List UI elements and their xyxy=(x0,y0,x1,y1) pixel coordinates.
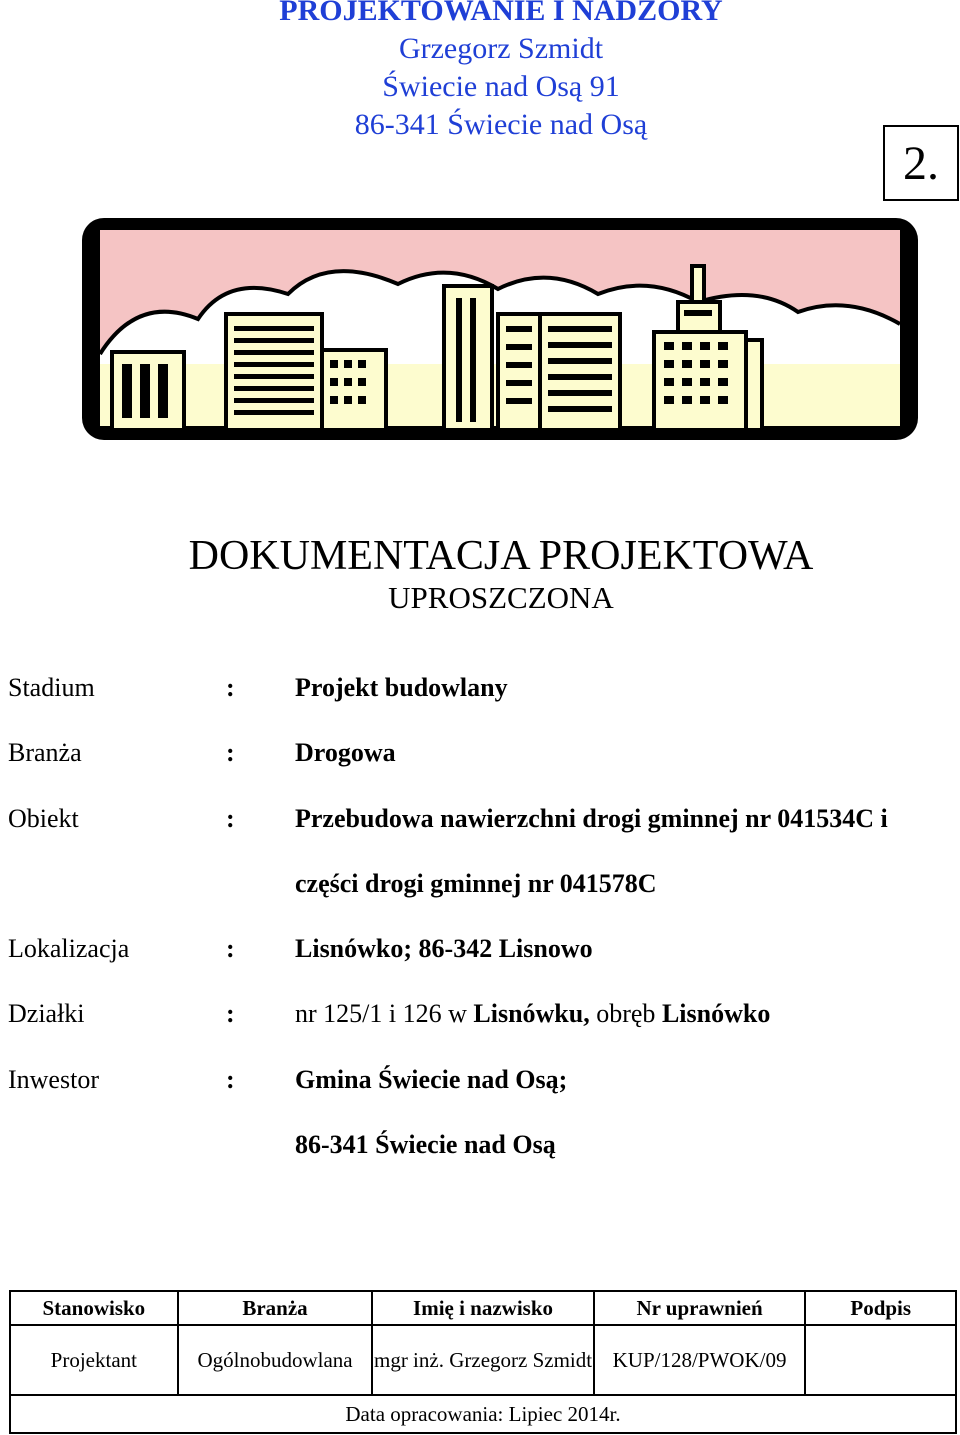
field-label: Obiekt xyxy=(8,804,79,833)
field-value: Przebudowa nawierzchni drogi gminnej nr 041534C i xyxy=(295,804,888,833)
field-separator: : xyxy=(226,738,235,767)
field-value: Projekt budowlany xyxy=(295,673,508,702)
field-label: Działki xyxy=(8,999,85,1028)
field-value-line2: 86-341 Świecie nad Osą xyxy=(295,1130,556,1159)
document-title: DOKUMENTACJA PROJEKTOWA xyxy=(188,533,814,579)
field-label: Inwestor xyxy=(8,1065,99,1094)
table-header-row xyxy=(10,1291,956,1325)
table-row xyxy=(10,1325,956,1395)
field-separator: : xyxy=(226,999,235,1028)
field-separator: : xyxy=(226,673,235,702)
field-value: Lisnówko; 86-342 Lisnowo xyxy=(295,934,593,963)
field-label: Branża xyxy=(8,738,82,767)
field-value: Gmina Świecie nad Osą; xyxy=(295,1065,568,1094)
field-value: Drogowa xyxy=(295,738,396,767)
header-signature: Podpis xyxy=(805,1291,956,1325)
cell-name: mgr inż. Grzegorz Szmidt xyxy=(372,1325,593,1395)
cell-position: Projektant xyxy=(10,1325,178,1395)
company-address: Świecie nad Osą 91 xyxy=(382,70,620,103)
cell-license: KUP/128/PWOK/09 xyxy=(594,1325,806,1395)
field-value-line2: części drogi gminnej nr 041578C xyxy=(295,869,657,898)
company-header xyxy=(0,0,960,144)
parcel-numbers: nr 125/1 i 126 w xyxy=(295,999,474,1028)
cell-signature xyxy=(805,1325,956,1395)
header-license: Nr uprawnień xyxy=(594,1291,806,1325)
field-label: Stadium xyxy=(8,673,95,702)
header-name: Imię i nazwisko xyxy=(372,1291,593,1325)
cell-branch: Ogólnobudowlana xyxy=(178,1325,373,1395)
field-label: Lokalizacja xyxy=(8,934,130,963)
field-value xyxy=(295,997,770,1031)
company-name: PROJEKTOWANIE I NADZORY xyxy=(279,0,723,27)
page-number-box: 2. xyxy=(883,125,959,201)
header-branch: Branża xyxy=(178,1291,373,1325)
city-skyline-illustration xyxy=(78,214,922,446)
parcel-precinct-label: obręb xyxy=(589,999,662,1028)
header-position: Stanowisko xyxy=(10,1291,178,1325)
table-footer-row xyxy=(10,1395,956,1433)
document-subtitle: UPROSZCZONA xyxy=(388,580,614,615)
field-separator: : xyxy=(226,804,235,833)
company-postcode: 86-341 Świecie nad Osą xyxy=(354,108,648,141)
preparation-date: Data opracowania: Lipiec 2014r. xyxy=(10,1395,956,1433)
signature-table xyxy=(9,1290,957,1434)
field-separator: : xyxy=(226,934,235,963)
parcel-village: Lisnówku, xyxy=(473,999,590,1028)
company-owner: Grzegorz Szmidt xyxy=(398,32,604,65)
parcel-precinct: Lisnówko xyxy=(661,999,771,1028)
field-separator: : xyxy=(226,1065,235,1094)
